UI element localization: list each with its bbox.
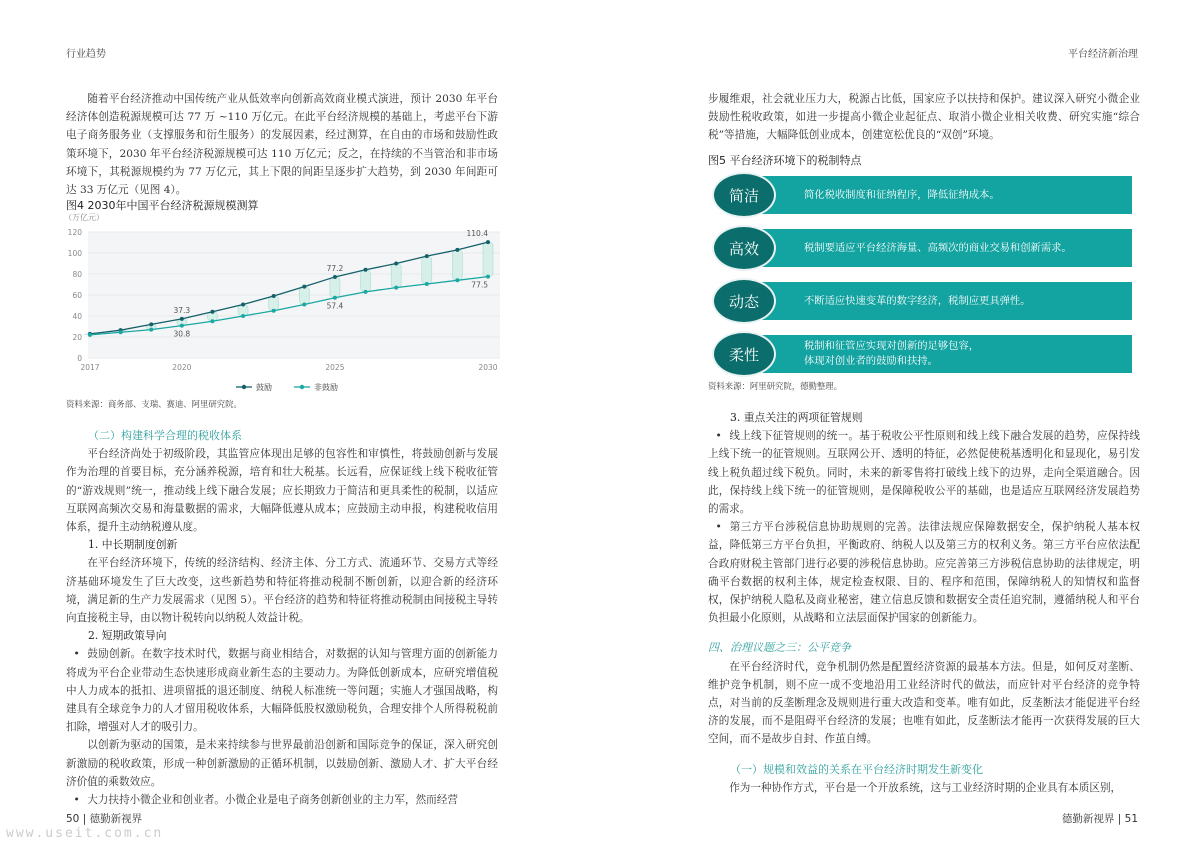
bullet-text: 第三方平台涉税信息协助规则的完善。法律法规应保障数据安全，保护纳税人基本权益，降低第三方平台负担，平衡政府、纳税人以及第三方的权利义务。第三方平台应依法配合政府财税主管部门进行必要的涉税信息协助。应完善第三方涉税信息协助的法律规定，明确平台数据的权利主体，规定检查权限、目的、程序和范围，保障纳税人的知情权和监督权，保护纳税人隐私及商业秘密，建立信息反馈和数据安全责任追究制，遵循纳税人和平台负担最小化原则，从战略和立法层面保护国家的创新能力。 — [708, 521, 1140, 625]
scale-subsection-heading: （一）规模和效益的关系在平台经济时期发生新变化 — [730, 762, 983, 776]
data-point — [210, 319, 214, 323]
tax-feature-label: 高效 — [712, 225, 776, 271]
data-point — [486, 275, 490, 279]
bullet-marker: • — [73, 648, 80, 661]
range-bar — [422, 256, 432, 284]
data-point — [364, 290, 368, 294]
legend-label: 非鼓励 — [314, 383, 338, 392]
subsection3-heading: 3. 重点关注的两项征管规则 — [730, 411, 863, 424]
tax-feature-label: 简洁 — [712, 172, 776, 218]
data-point — [119, 330, 123, 334]
bullet-unified-rules — [708, 427, 1140, 518]
bullet-marker: • — [715, 430, 722, 443]
legend-marker — [300, 385, 304, 389]
continued-paragraph: 步履维艰，社会就业压力大，税源占比低，国家应予以扶持和保护。建议深入研究小微企业鼓励性税收政策，如进一步提高小微企业起征点、取消小微企业相关收费、研究实施“综合税”等措施，大幅降低创业成本，创建宽松优良的“双创”环境。 — [708, 93, 1140, 142]
bullet-text: 线上线下征管规则的统一。基于税收公平性原则和线上线下融合发展的趋势，应保持线上线下统一的征管规则。互联网公开、透明的特征，必然促使税基透明化和显现化，易引发线上税负超过线下税负。同时，未来的新零售将打破线上线下的边界，走向全渠道融合。因此，保持线上线下统一的征管规则，是保障税收公平的基础，也是适应互联网经济发展趋势的需求。 — [708, 430, 1140, 516]
figure4-source: 资料来源：商务部、支瑞、赛迪、阿里研究院。 — [66, 399, 242, 409]
data-point — [272, 294, 276, 298]
tax-feature-description: 税制和征管应实现对创新的足够包容， 体现对创业者的鼓励和扶持。 — [752, 335, 1132, 373]
data-point — [364, 268, 368, 272]
section4-heading: 四、治理议题之三：公平竞争 — [708, 641, 851, 655]
y-tick-label: 80 — [72, 270, 82, 279]
x-tick-label: 2025 — [325, 363, 345, 372]
data-point — [302, 285, 306, 289]
tax-feature-label: 动态 — [712, 278, 776, 324]
x-tick-label: 2030 — [478, 363, 498, 372]
figure4-title: 图4 2030年中国平台经济税源规模测算 — [66, 199, 259, 212]
tax-feature-row — [712, 331, 1132, 375]
range-bar — [330, 277, 340, 298]
innovation-policy-paragraph: 以创新为驱动的国策，是未来持续参与世界最前沿创新和国际竞争的保证，深入研究创新激励的税收政策，形成一种创新激励的正循环机制，以鼓励创新、激励人才、扩大平台经济价值的乘数效应。 — [66, 739, 498, 788]
range-bar — [269, 296, 279, 311]
data-label: 77.2 — [326, 263, 344, 273]
data-point — [149, 322, 153, 326]
tax-feature-description: 不断适应快速变革的数字经济，税制应更具弹性。 — [752, 282, 1132, 320]
bullet-encourage-innovation — [66, 645, 498, 736]
footer-right: 德勤新视界 | 51 — [1061, 813, 1138, 825]
bullet-marker: • — [715, 521, 722, 534]
section2-paragraph: 平台经济尚处于初级阶段，其监管应体现出足够的包容性和审慎性，将鼓励创新与发展作为治理的首要目标，充分涵养税源，培育和壮大税基。长远看，应保证线上线下税收征管的“游戏规则”统一，推动线上线下融合发展；应长期致力于简洁和更具柔性的税制，以适应互联网高频次交易和海量數据的需求，大幅降低遵从成本；应鼓励主动申报，构建税收信用体系，提升主动纳税遵从度。 — [66, 448, 498, 534]
bullet-text: 大力扶持小微企业和创业者。小微企业是电子商务创新创业的主力军，然而经营 — [87, 794, 458, 807]
subsection1-heading: 1. 中长期制度创新 — [88, 538, 178, 552]
data-point — [272, 309, 276, 313]
section4-paragraph: 在平台经济时代，竞争机制仍然是配置经济资源的最基本方法。但是，如何反对垄断、维护竞争机制，则不应一成不变地沿用工业经济时代的做法，而应针对平台经济的竞争特点，对当前的反垄断理念及规则进行重大改造和变革。唯有如此，反垄断法才能促进平台经济的发展，而不是阻碍平台经济的发展；也唯有如此，反垄断法才能再一次获得发展的巨大空间，而不是故步自封、作茧自缚。 — [708, 660, 1140, 746]
data-point — [425, 282, 429, 286]
watermark: www.useit.com.cn — [6, 826, 164, 841]
range-bar — [483, 242, 493, 277]
intro-paragraph: 随着平台经济推动中国传统产业从低效率向创新高效商业模式演进，预计 2030 年平台经济体创造税源规模可达 77 万 ~110 万亿元。在此平台经济规模的基础上，考虑平台下游电子商务服务业（支撑服务和衍生服务）的发展因素，经过测算，在自由的市场和鼓励性政策环境下，2030 年平台经济税源规模可达 110 万亿元；反之，在持续的不当管治和非市场环境下，其税源规模约为 77 万亿元，其上下限的间距呈逐步扩大趋势，到 2030 年间距可达 33 万亿元（见图 4）。 — [66, 93, 498, 197]
data-point — [180, 324, 184, 328]
footer-left: 50 | 德勤新视界 — [66, 813, 143, 825]
range-bar — [299, 287, 309, 305]
y-tick-label: 0 — [77, 354, 82, 363]
data-label: 30.8 — [173, 329, 191, 339]
scale-subsection-paragraph: 作为一种协作方式，平台是一个开放系统，这与工业经济时期的企业具有本质区别， — [729, 781, 1122, 794]
y-tick-label: 20 — [72, 333, 82, 342]
tax-feature-label: 柔性 — [712, 331, 776, 377]
data-point — [302, 302, 306, 306]
data-point — [333, 296, 337, 300]
data-point — [241, 314, 245, 318]
data-point — [394, 286, 398, 290]
range-bar — [391, 264, 401, 288]
data-label: 110.4 — [466, 229, 488, 239]
y-tick-label: 60 — [72, 291, 82, 300]
data-point — [180, 317, 184, 321]
data-point — [333, 275, 337, 279]
data-label: 37.3 — [173, 305, 191, 315]
legend-label: 鼓励 — [256, 383, 272, 392]
tax-feature-row — [712, 225, 1132, 269]
running-header-left: 行业趋势 — [66, 49, 106, 60]
y-tick-label: 100 — [67, 249, 82, 258]
y-tick-label: 40 — [72, 312, 82, 321]
data-label: 77.5 — [471, 280, 488, 290]
right-column-body — [708, 409, 1140, 797]
data-point — [455, 248, 459, 252]
tax-feature-description: 简化税收制度和征纳程序，降低征纳成本。 — [752, 176, 1132, 214]
subsection2-heading: 2. 短期政策导向 — [88, 629, 167, 643]
data-point — [88, 333, 92, 337]
tax-feature-row — [712, 278, 1132, 322]
running-header-right: 平台经济新治理 — [1068, 49, 1138, 60]
bullet-support-small-business — [66, 791, 498, 809]
bullet-third-party-rules — [708, 518, 1140, 627]
x-tick-label: 2017 — [80, 363, 100, 372]
subsection1-paragraph: 在平台经济环境下，传统的经济结构、经济主体、分工方式、流通环节、交易方式等经济基础环境发生了巨大改变，这些新趋势和特征将推动税制不断创新，以迎合新的经济环境，满足新的生产力发展需求（见图 5）。平台经济的趋势和特征将推动税制由间接税主导转向直接税主导，由以物计税转向以纳税人效益计税。 — [66, 557, 498, 625]
legend-marker — [242, 385, 246, 389]
data-point — [149, 328, 153, 332]
data-point — [486, 240, 490, 244]
left-column-top — [66, 90, 498, 199]
y-tick-label: 120 — [67, 228, 82, 237]
data-label: 57.4 — [326, 301, 344, 311]
bullet-text: 鼓励创新。在数字技术时代，数据与商业相结合，对数据的认知与管理方面的创新能力将成为平台企业带动生态快速形成商业新生态的主要动力。为降低创新成本，应研究增值税中人力成本的抵扣、进项留抵的退还制度、纳税人标准统一等问题；实施人才强国战略，构建具有全球竞争力的人才留用税收体系，大幅降低股权激励税负，合理安排个人所得税税前扣除，增强对人才的吸引力。 — [66, 648, 498, 734]
left-column-body — [66, 427, 498, 809]
figure5-source: 资料来源：阿里研究院，德勤整理。 — [708, 381, 842, 391]
data-point — [241, 302, 245, 306]
figure4-chart — [60, 222, 500, 402]
tax-feature-description: 税制要适应平台经济海量、高频次的商业交易和创新需求。 — [752, 229, 1132, 267]
range-bar — [452, 250, 462, 280]
range-bar — [361, 270, 371, 292]
figure5-title: 图5 平台经济环境下的税制特点 — [708, 154, 862, 167]
x-tick-label: 2020 — [172, 363, 192, 372]
figure4-unit: （万亿元） — [64, 213, 104, 222]
data-point — [425, 254, 429, 258]
tax-feature-row — [712, 172, 1132, 216]
right-column-top — [708, 90, 1140, 145]
data-point — [210, 310, 214, 314]
bullet-marker: • — [73, 794, 80, 807]
section2-heading: （二）构建科学合理的税收体系 — [88, 429, 242, 442]
data-point — [455, 278, 459, 282]
data-point — [394, 262, 398, 266]
